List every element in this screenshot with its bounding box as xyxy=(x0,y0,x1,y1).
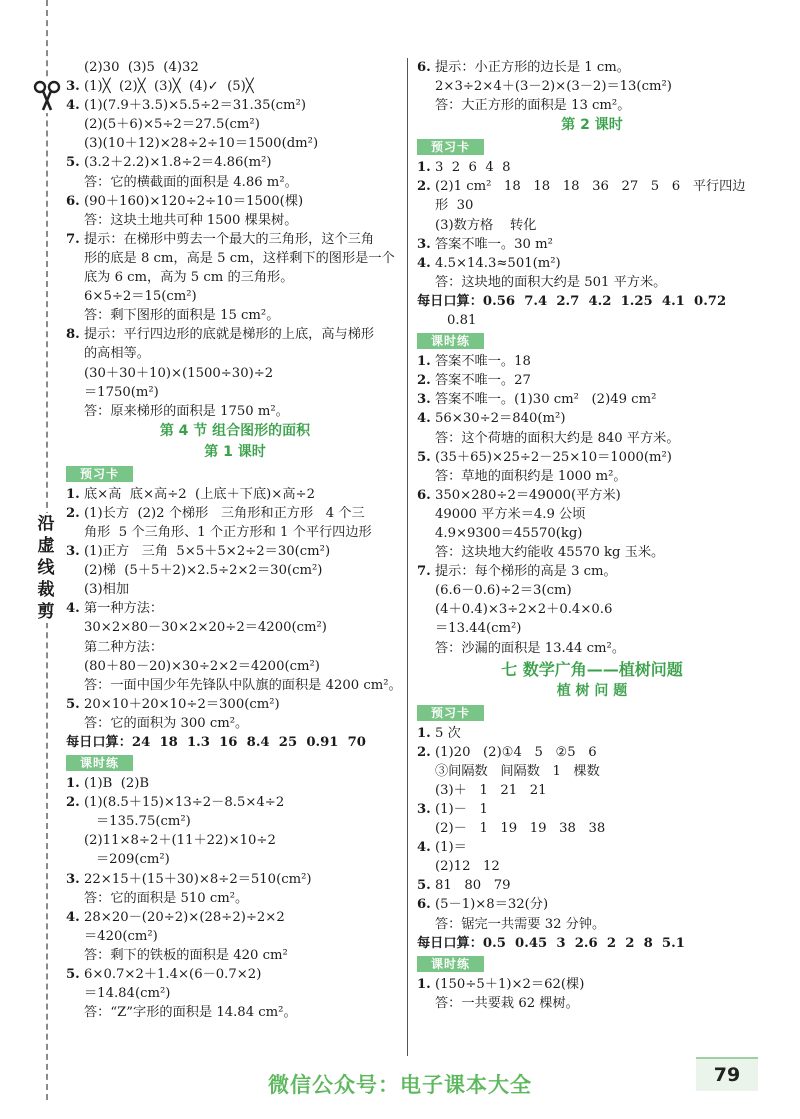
question-number: 2. xyxy=(417,744,431,760)
answer-text: 答：原来梯形的面积是 1750 m²。 xyxy=(84,403,289,419)
column-divider xyxy=(407,58,408,1056)
answer-text: 答：剩下图形的面积是 15 cm²。 xyxy=(84,308,280,324)
answer-line xyxy=(66,134,404,153)
question-number: 1. xyxy=(66,776,80,792)
answer-line xyxy=(66,965,404,984)
answer-text: 答案不唯一。18 xyxy=(435,354,531,370)
answer-line xyxy=(417,273,767,292)
answer-line xyxy=(66,287,404,306)
answer-line xyxy=(66,733,404,752)
question-number: 3. xyxy=(66,79,80,95)
answer-line xyxy=(417,915,767,934)
answer-text: 答：它的面积是 510 cm²。 xyxy=(84,890,249,906)
answer-line xyxy=(417,838,767,857)
answer-text: (1)＝ xyxy=(435,840,467,856)
answer-text: (90＋160)×120÷2÷10＝1500(棵) xyxy=(84,193,304,209)
question-number: 2. xyxy=(417,179,431,195)
answer-line xyxy=(66,793,404,812)
answer-text: 答案不唯一。30 m² xyxy=(435,236,553,252)
section-badge-row xyxy=(66,463,404,485)
answer-text: 答：它的横截面的面积是 4.86 m²。 xyxy=(84,174,298,190)
answer-text: 答：一面中国少年先锋队中队旗的面积是 4200 cm²。 xyxy=(84,677,402,693)
answer-line xyxy=(66,268,404,287)
answer-line xyxy=(417,467,767,486)
answer-line xyxy=(66,580,404,599)
section-title: 七 数学广角——植树问题 xyxy=(501,659,683,679)
question-number: 6. xyxy=(417,487,431,503)
question-number: 3. xyxy=(417,236,431,252)
answer-text: ＝420(cm²) xyxy=(84,928,158,944)
answer-text: (150÷5＋1)×2＝62(棵) xyxy=(435,976,585,992)
answer-text: 5 次 xyxy=(435,725,461,741)
answer-text: (3.2＋2.2)×1.8÷2＝4.86(m²) xyxy=(84,155,272,171)
answer-text: 答案不唯一。(1)30 cm² (2)49 cm² xyxy=(435,392,657,408)
answer-line xyxy=(66,1003,404,1022)
answer-line xyxy=(417,876,767,895)
answer-text: 每日口算：0.56 7.4 2.7 4.2 1.25 4.1 0.72 xyxy=(417,293,727,309)
answer-text: (3)相加 xyxy=(84,582,130,598)
answer-text: (1)－ 1 xyxy=(435,802,488,817)
answer-line xyxy=(417,96,767,115)
answer-text: ＝209(cm²) xyxy=(96,852,170,868)
answer-line xyxy=(66,485,404,504)
answer-line xyxy=(66,561,404,580)
section-badge-row xyxy=(417,953,767,975)
section-badge-row xyxy=(66,752,404,774)
answer-line xyxy=(66,153,404,172)
page-number: 79 xyxy=(696,1057,758,1091)
answer-text: ＝135.75(cm²) xyxy=(96,814,191,830)
question-number: 1. xyxy=(66,486,80,502)
answer-text: 底×高 底×高÷2 (上底＋下底)×高÷2 xyxy=(84,486,315,502)
answer-text: 第二种方法： xyxy=(84,639,164,655)
answer-text: (2)1 cm² 18 18 18 36 27 5 6 平行四边 xyxy=(435,179,746,195)
answer-line xyxy=(417,196,767,215)
question-number: 6. xyxy=(417,60,431,75)
answer-line xyxy=(66,542,404,561)
answer-line xyxy=(66,831,404,850)
answer-text: 30×2×80－30×2×20÷2＝4200(cm²) xyxy=(84,620,327,636)
answer-text: 提示：每个梯形的高是 3 cm。 xyxy=(435,564,617,580)
answer-text: (5－1)×8＝32(分) xyxy=(435,897,549,913)
answer-text: 答：它的面积为 300 cm²。 xyxy=(84,715,249,731)
answer-line xyxy=(66,676,404,695)
answer-line xyxy=(66,306,404,325)
question-number: 4. xyxy=(66,601,80,617)
answer-text: 4.9×9300＝45570(kg) xyxy=(435,525,583,541)
question-number: 2. xyxy=(417,373,431,389)
section-badge-row xyxy=(417,702,767,724)
answer-text: (2)－ 1 19 19 38 38 xyxy=(435,821,606,837)
answer-text: (1)(8.5＋15)×13÷2－8.5×4÷2 xyxy=(84,795,285,811)
question-number: 8. xyxy=(66,327,80,343)
answer-text: 56×30÷2＝840(m²) xyxy=(435,411,566,427)
question-number: 5. xyxy=(417,449,431,465)
answer-text: (1)20 (2)①4 5 ②5 6 xyxy=(435,744,597,760)
answer-line xyxy=(66,96,404,115)
answer-text: 答：这个荷塘的面积大约是 840 平方米。 xyxy=(435,430,680,446)
answer-line xyxy=(66,812,404,831)
answer-line xyxy=(66,695,404,714)
answer-line xyxy=(417,390,767,409)
answer-line xyxy=(417,429,767,448)
question-number: 2. xyxy=(66,505,80,521)
answer-text: ＝1750(m²) xyxy=(84,384,159,400)
answer-line xyxy=(417,409,767,428)
section-badge: 课时练 xyxy=(417,956,484,972)
answer-line xyxy=(417,524,767,543)
answer-text: (30＋30＋10)×(1500÷30)÷2 xyxy=(84,365,274,381)
answer-text: (3)＋ 1 21 21 xyxy=(435,782,547,798)
answer-line xyxy=(417,800,767,819)
answer-line xyxy=(417,934,767,953)
answer-text: 答：这块土地共可种 1500 棵果树。 xyxy=(84,212,298,228)
answer-text: 形 30 xyxy=(435,198,474,214)
answer-line xyxy=(417,216,767,235)
answer-text: ＝13.44(cm²) xyxy=(435,621,522,637)
section-title: 第 4 节 组合图形的面积 xyxy=(159,422,311,439)
answer-text: 3 2 6 4 8 xyxy=(435,160,511,176)
answer-text: (3)(10＋12)×28÷2÷10＝1500(dm²) xyxy=(84,136,319,152)
answer-text: (1)(7.9＋3.5)×5.5÷2＝31.35(cm²) xyxy=(84,98,306,114)
question-number: 5. xyxy=(417,878,431,894)
answer-line xyxy=(66,383,404,402)
answer-line xyxy=(417,352,767,371)
answer-line xyxy=(66,77,404,96)
answer-line xyxy=(66,714,404,733)
answer-line xyxy=(66,908,404,927)
answer-line xyxy=(417,895,767,914)
answer-text: 答：这块地的面积大约是 501 平方米。 xyxy=(435,274,667,290)
question-number: 1. xyxy=(417,160,431,176)
answer-line xyxy=(417,58,767,77)
section-title: 植 树 问 题 xyxy=(556,682,628,699)
question-number: 7. xyxy=(66,231,80,247)
answer-line xyxy=(417,581,767,600)
answer-text: ③间隔数 间隔数 1 棵数 xyxy=(435,763,600,779)
answer-line xyxy=(417,857,767,876)
answer-line xyxy=(66,889,404,908)
section-badge: 预习卡 xyxy=(417,139,484,155)
answer-text: 每日口算：0.5 0.45 3 2.6 2 2 8 5.1 xyxy=(417,935,685,951)
question-number: 5. xyxy=(66,155,80,171)
answer-line xyxy=(417,177,767,196)
answer-line xyxy=(66,984,404,1003)
answer-line xyxy=(417,235,767,254)
question-number: 4. xyxy=(417,840,431,856)
answer-text: (6.6－0.6)÷2＝3(cm) xyxy=(435,583,572,599)
answer-line xyxy=(66,504,404,523)
question-number: 7. xyxy=(417,564,431,580)
question-number: 4. xyxy=(417,255,431,271)
answer-line xyxy=(66,927,404,946)
answer-line xyxy=(66,230,404,249)
answer-text: 350×280÷2＝49000(平方米) xyxy=(435,487,621,503)
section-badge: 预习卡 xyxy=(66,466,133,482)
question-number: 5. xyxy=(66,967,80,983)
answer-text: 答：大正方形的面积是 13 cm²。 xyxy=(435,98,631,114)
answer-text: 形的底是 8 cm，高是 5 cm，这样剩下的图形是一个 xyxy=(84,250,395,266)
answer-text: 6×5÷2＝15(cm²) xyxy=(84,289,197,305)
answer-text: 的高相等。 xyxy=(84,346,150,362)
answer-line xyxy=(417,311,767,330)
answer-text: (1)╳ (2)╳ (3)╳ (4)✓ (5)╳ xyxy=(84,79,254,95)
answer-text: (35＋65)×25÷2－25×10＝1000(m²) xyxy=(435,449,672,465)
answer-line xyxy=(66,850,404,869)
answer-line xyxy=(66,192,404,211)
answer-text: 0.81 xyxy=(447,313,477,329)
footer-watermark: 微信公众号：电子课本大全 xyxy=(268,1073,532,1097)
answer-line xyxy=(417,743,767,762)
answer-text: 答：锯完一共需要 32 分钟。 xyxy=(435,916,606,932)
answer-text: ＝14.84(cm²) xyxy=(84,986,171,1002)
answer-text: 81 80 79 xyxy=(435,878,511,894)
answer-line xyxy=(66,657,404,676)
cut-along-dashed-line-label: 沿 虚 线 裁 剪 xyxy=(34,513,58,623)
section-badge: 课时练 xyxy=(417,333,484,349)
answer-text: (80＋80－20)×30÷2×2＝4200(cm²) xyxy=(84,658,320,674)
answer-text: (2)11×8÷2＋(11＋22)×10÷2 xyxy=(84,833,276,849)
section-badge: 课时练 xyxy=(66,755,133,771)
answer-text: (2)(5＋6)×5÷2＝27.5(cm²) xyxy=(84,117,260,133)
answer-line xyxy=(66,173,404,192)
question-number: 1. xyxy=(417,354,431,370)
answer-line xyxy=(66,344,404,363)
question-number: 3. xyxy=(417,802,431,817)
answer-line xyxy=(417,486,767,505)
answer-line xyxy=(66,638,404,657)
section-title: 第 2 课时 xyxy=(561,117,623,134)
answer-text: 答：一共要栽 62 棵树。 xyxy=(435,995,579,1011)
answer-line xyxy=(66,870,404,889)
question-number: 6. xyxy=(66,193,80,209)
answer-line xyxy=(66,523,404,542)
question-number: 3. xyxy=(417,392,431,408)
answer-text: 答：这块地大约能收 45570 kg 玉米。 xyxy=(435,545,665,561)
question-number: 4. xyxy=(66,909,80,925)
question-number: 2. xyxy=(66,795,80,811)
answer-text: (1)正方 三角 5×5＋5×2÷2＝30(cm²) xyxy=(84,544,331,560)
answer-text: 28×20－(20÷2)×(28÷2)÷2×2 xyxy=(84,909,285,925)
answer-text: 提示：平行四边形的底就是梯形的上底，高与梯形 xyxy=(84,327,375,343)
answer-text: (4＋0.4)×3÷2×2＋0.4×0.6 xyxy=(435,602,613,618)
answer-text: 4.5×14.3≈501(m²) xyxy=(435,255,561,271)
answer-text: 角形 5 个三角形、1 个正方形和 1 个平行四边形 xyxy=(84,524,372,540)
answer-text: (2)梯 (5＋5＋2)×2.5÷2×2＝30(cm²) xyxy=(84,563,323,579)
answer-line xyxy=(417,724,767,743)
answer-line xyxy=(66,249,404,268)
answer-text: 答：沙漏的面积是 13.44 cm²。 xyxy=(435,640,626,656)
section-badge-row xyxy=(417,136,767,158)
question-number: 6. xyxy=(417,897,431,913)
answer-text: 49000 平方米＝4.9 公顷 xyxy=(435,506,586,522)
answer-line xyxy=(417,371,767,390)
question-number: 3. xyxy=(66,871,80,887)
answer-line xyxy=(66,58,404,77)
answer-text: 2×3÷2×4＋(3－2)×(3－2)＝13(cm²) xyxy=(435,79,672,95)
answer-line xyxy=(417,254,767,273)
question-number: 4. xyxy=(417,411,431,427)
answer-text: 22×15＋(15＋30)×8÷2＝510(cm²) xyxy=(84,871,312,887)
answer-line xyxy=(417,505,767,524)
left-column xyxy=(66,58,404,1022)
answer-text: 答：“Z”字形的面积是 14.84 cm²。 xyxy=(84,1005,297,1021)
answer-line xyxy=(66,402,404,421)
answer-line xyxy=(417,562,767,581)
answer-text: 6×0.7×2＋1.4×(6－0.7×2) xyxy=(84,967,262,983)
answer-text: 提示：小正方形的边长是 1 cm。 xyxy=(435,60,630,75)
answer-text: 答：草地的面积约是 1000 m²。 xyxy=(435,468,627,484)
answer-line xyxy=(417,819,767,838)
answer-line xyxy=(66,364,404,383)
answer-line xyxy=(66,325,404,344)
scissors-icon xyxy=(33,79,61,113)
answer-text: 提示：在梯形中剪去一个最大的三角形，这个三角 xyxy=(84,231,375,247)
answer-text: 20×10＋20×10÷2＝300(cm²) xyxy=(84,696,280,712)
answer-line xyxy=(417,994,767,1013)
answer-line xyxy=(66,946,404,965)
section-badge: 预习卡 xyxy=(417,705,484,721)
answer-line xyxy=(417,543,767,562)
section-title: 第 1 课时 xyxy=(204,443,266,460)
answer-text: 答：剩下的铁板的面积是 420 cm² xyxy=(84,947,288,963)
section-badge-row xyxy=(417,330,767,352)
answer-line xyxy=(66,211,404,230)
answer-line xyxy=(417,781,767,800)
answer-line xyxy=(66,774,404,793)
answer-text: 答案不唯一。27 xyxy=(435,373,531,389)
answer-text: 每日口算：24 18 1.3 16 8.4 25 0.91 70 xyxy=(66,735,366,750)
answer-text: (2)30 (3)5 (4)32 xyxy=(84,60,199,75)
answer-line xyxy=(66,599,404,618)
question-number: 1. xyxy=(417,976,431,992)
answer-line xyxy=(417,448,767,467)
answer-line xyxy=(417,762,767,781)
answer-line xyxy=(417,619,767,638)
question-number: 5. xyxy=(66,696,80,712)
answer-line xyxy=(417,77,767,96)
answer-text: 底为 6 cm，高为 5 cm 的三角形。 xyxy=(84,270,294,286)
answer-line xyxy=(417,158,767,177)
answer-text: 第一种方法： xyxy=(84,601,164,617)
answer-line xyxy=(66,115,404,134)
answer-line xyxy=(66,618,404,637)
answer-line xyxy=(417,639,767,658)
answer-text: (2)12 12 xyxy=(435,859,500,875)
question-number: 4. xyxy=(66,98,80,114)
answer-line xyxy=(417,292,767,311)
answer-text: (3)数方格 转化 xyxy=(435,217,537,233)
right-column xyxy=(417,58,767,1013)
question-number: 1. xyxy=(417,725,431,741)
answer-line xyxy=(417,600,767,619)
question-number: 3. xyxy=(66,544,80,560)
answer-text: (1)B (2)B xyxy=(84,776,150,792)
answer-line xyxy=(417,975,767,994)
answer-text: (1)长方 (2)2 个梯形 三角形和正方形 4 个三 xyxy=(84,505,365,521)
